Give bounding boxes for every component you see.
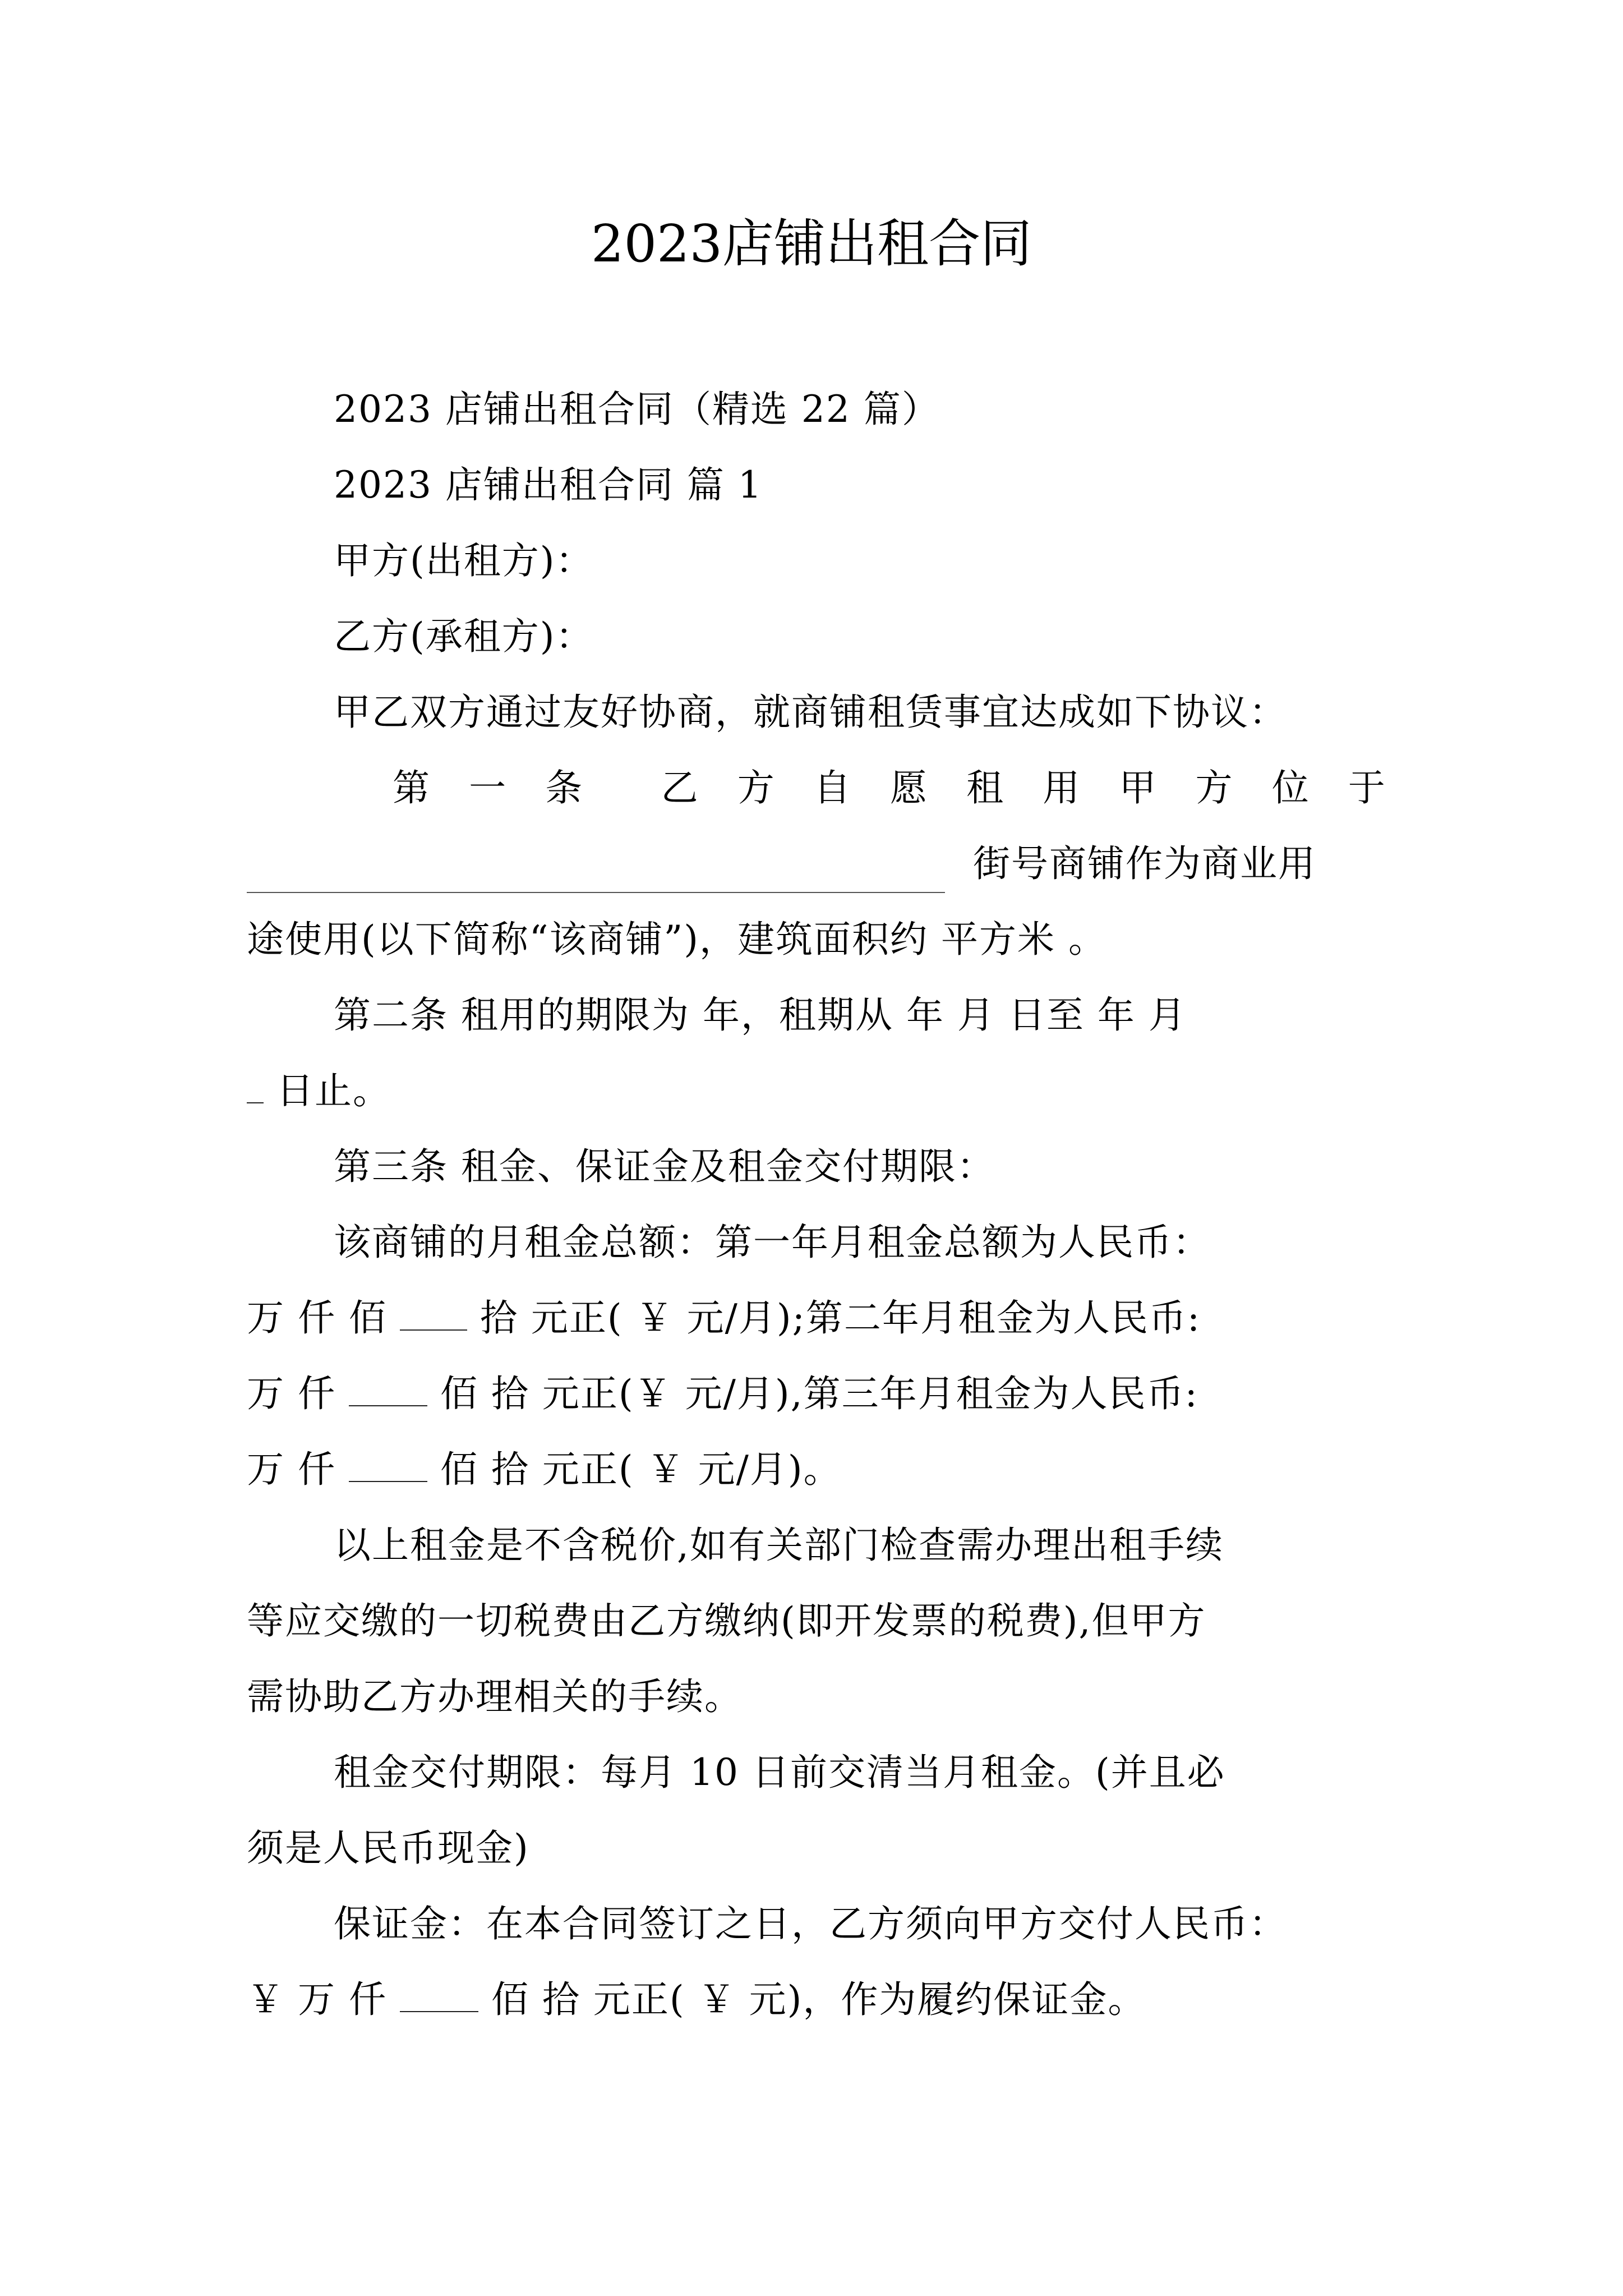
spread-char: 方 [737,766,774,809]
rent-year-2-prefix: 万 仟 [247,1372,336,1415]
rent-year-2-suffix: 佰 拾 元正(￥ 元/月),第三年月租金为人民币: [440,1372,1198,1415]
section-heading: 2023 店铺出租合同 篇 1 [334,463,763,507]
subtitle-line: 2023 店铺出租合同（精选 22 篇） [334,388,940,431]
rent-year-3-line [247,1442,842,1498]
party-a-line: 甲方(出租方)： [334,539,594,582]
spread-char: 位 [1271,766,1309,809]
rent-year-1-prefix: 万 仟 佰 [247,1296,387,1340]
article-2-end-line [247,1063,391,1119]
spread-char: 于 [1348,766,1385,809]
article-1-first-line [393,760,1385,816]
spread-char: 租 [966,766,1004,809]
deposit-line-2 [247,1972,1146,2028]
rent-year-3-prefix: 万 仟 [247,1448,336,1491]
spread-char: 自 [813,766,851,809]
spread-char: 一 [469,766,506,809]
deposit-line-1: 保证金：在本合同签订之日，乙方须向甲方交付人民币： [334,1902,1287,1945]
rent-year-2-line [247,1366,1198,1422]
spread-char: 乙 [661,766,698,809]
article-2-end-text: 日止。 [276,1069,391,1112]
rent-year-1-line [247,1290,1201,1346]
party-b-line: 乙方(承租方)： [334,615,594,658]
blank-underline [247,1069,264,1103]
blank-underline [400,1296,467,1331]
address-blank-underline [247,892,945,893]
rent-total-line: 该商铺的月租金总额：第一年月租金总额为人民币： [334,1221,1211,1264]
blank-underline [400,1977,478,2012]
spread-char: 用 [1043,766,1080,809]
article-2-line: 第二条 租用的期限为 年，租期从 年 月 日至 年 月 [334,993,1187,1037]
tax-paragraph-line-2: 等应交缴的一切税费由乙方缴纳(即开发票的税费),但甲方 [247,1599,1206,1642]
article-1-area-line: 途使用(以下简称“该商铺”)，建筑面积约 平方米 。 [247,918,1106,961]
deposit-prefix: ￥ 万 仟 [247,1978,387,2021]
rent-year-3-suffix: 佰 拾 元正( ￥ 元/月)。 [440,1448,842,1491]
article-1-address-line: 街号商铺作为商业用 [973,842,1316,885]
blank-underline [349,1372,427,1406]
blank-underline [349,1447,427,1482]
document-title: 2023店铺出租合同 [591,214,1032,274]
spread-char: 第 [393,766,430,809]
rent-year-1-suffix: 拾 元正( ￥ 元/月);第二年月租金为人民币: [479,1296,1201,1340]
spread-char: 条 [545,766,583,809]
spread-char: 方 [1195,766,1233,809]
agreement-intro: 甲乙双方通过友好协商，就商铺租赁事宜达成如下协议： [334,691,1287,734]
spread-char: 甲 [1119,766,1156,809]
spread-char: 愿 [889,766,927,809]
payment-deadline-line-1: 租金交付期限：每月 10 日前交清当月租金。(并且必 [334,1751,1225,1794]
tax-paragraph-line-1: 以上租金是不含税价,如有关部门检查需办理出租手续 [334,1524,1224,1567]
tax-paragraph-line-3: 需协助乙方办理相关的手续。 [247,1675,743,1718]
payment-deadline-line-2: 须是人民币现金) [247,1826,529,1870]
article-3-heading: 第三条 租金、保证金及租金交付期限： [334,1145,995,1188]
deposit-suffix: 佰 拾 元正( ￥ 元)，作为履约保证金。 [491,1978,1146,2021]
